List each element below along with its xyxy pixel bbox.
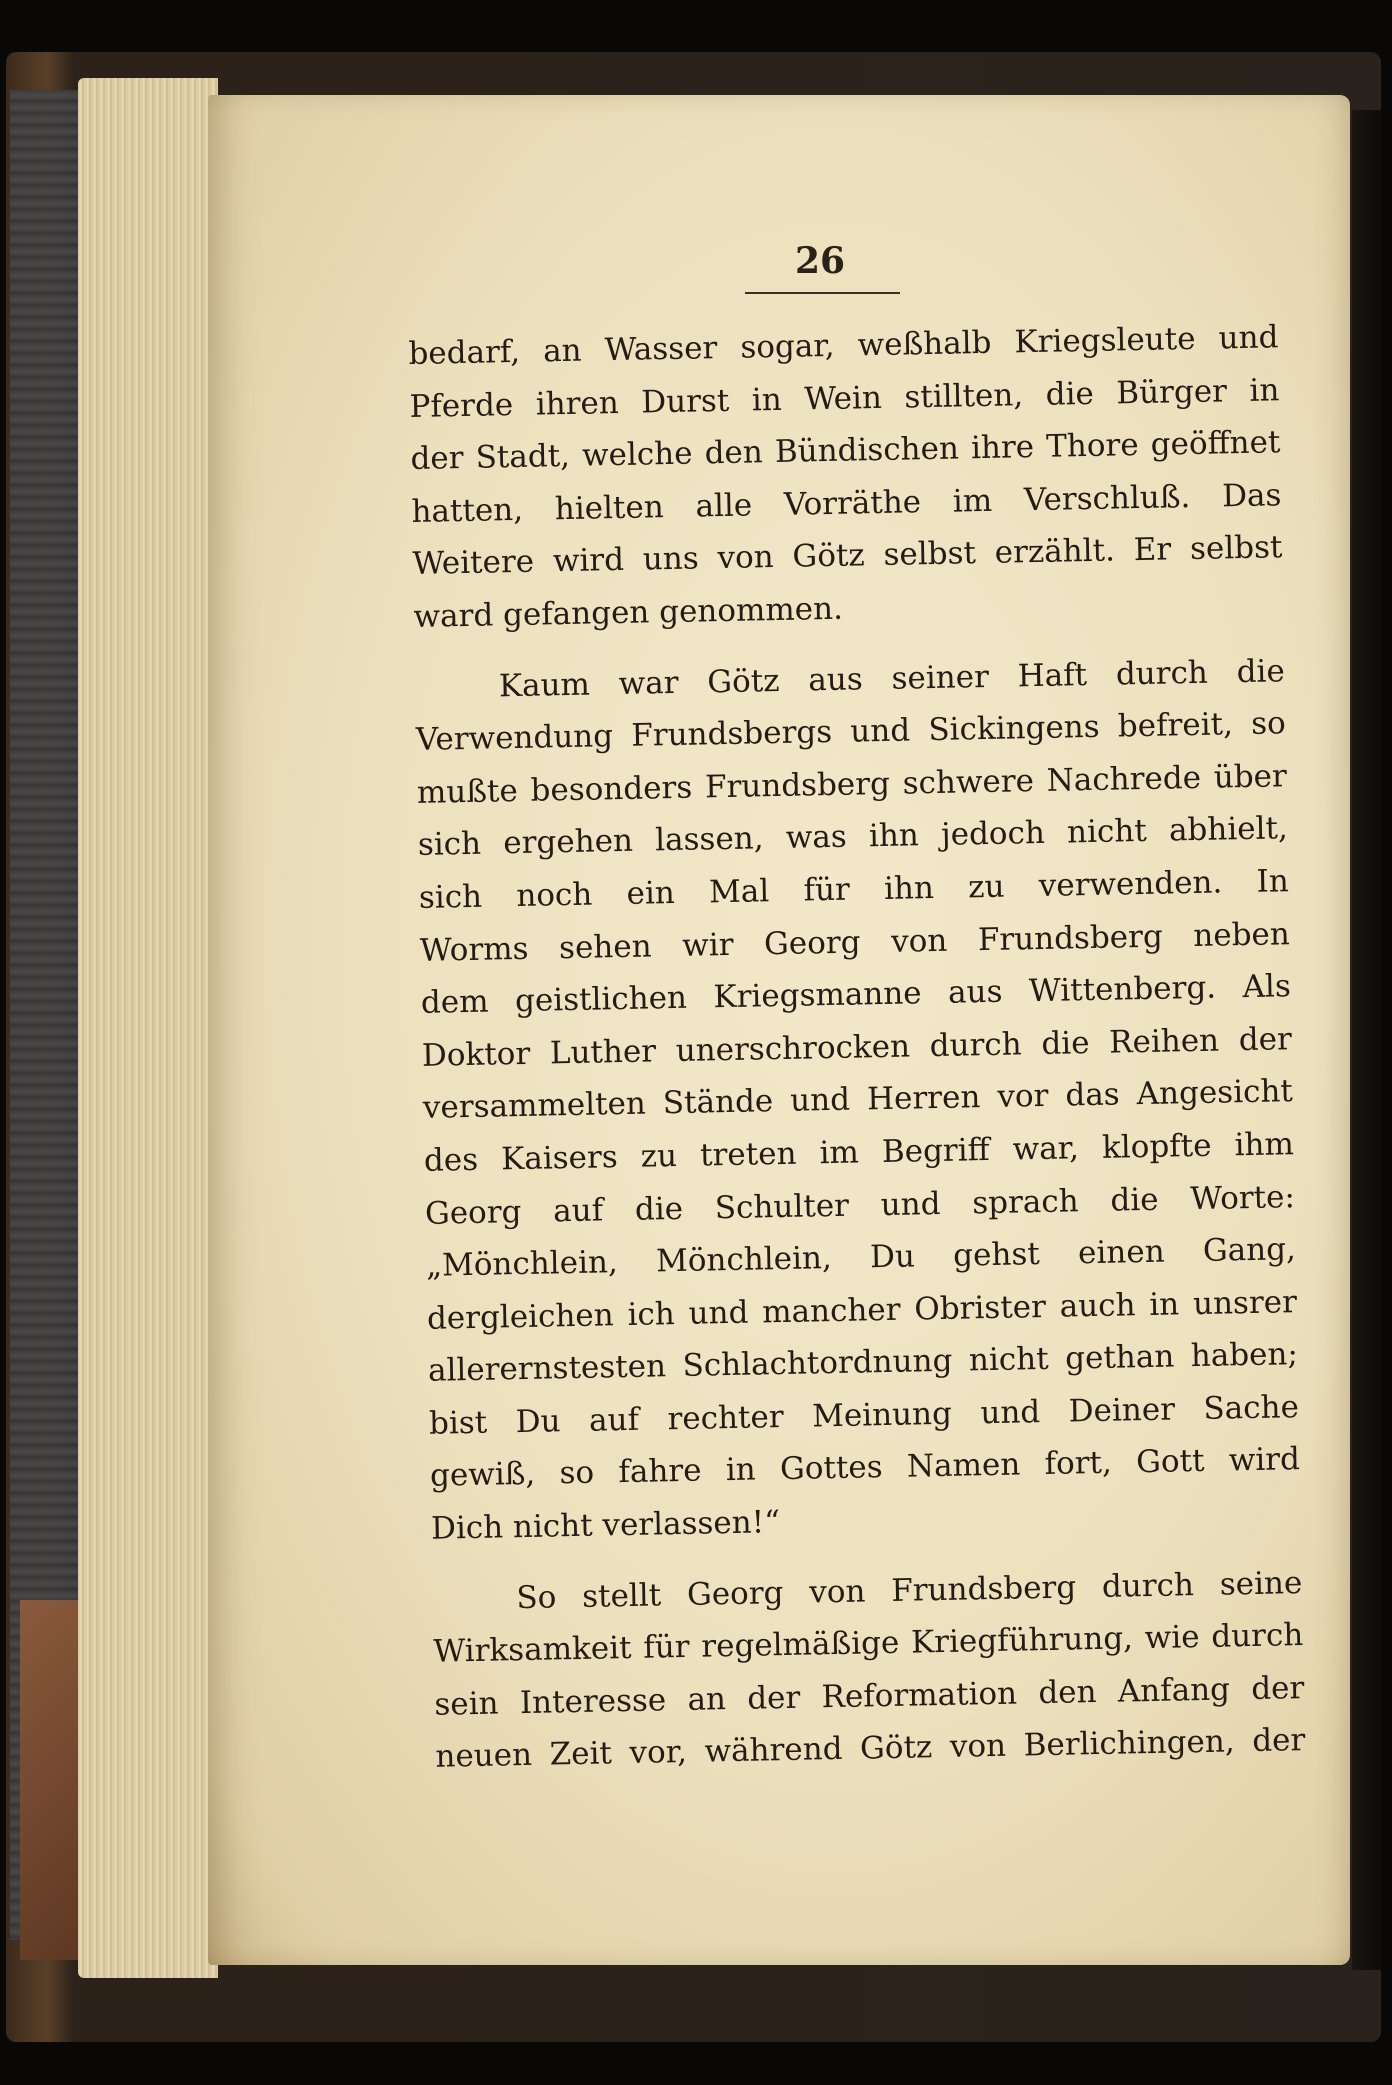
text-line: versammelten Stände und Herren vor das Angesicht [422, 1073, 1294, 1127]
text-line: Worms sehen wir Georg von Frundsberg neben [419, 915, 1291, 969]
page-number-rule [745, 292, 900, 294]
text-line: bedarf, an Wasser sogar, weßhalb Kriegsleute und [408, 319, 1279, 372]
page-edges [78, 78, 218, 1978]
text-line: neuen Zeit vor, während Götz von Berlichingen, der [435, 1722, 1306, 1776]
paragraph-2 [414, 645, 1301, 1556]
text-line: Georg auf die Schulter und sprach die Worte: [424, 1178, 1296, 1232]
text-line: mußte besonders Frundsberg schwere Nachrede über [416, 757, 1288, 811]
text-line: Weitere wird uns von Götz selbst erzählt. Er selbst [412, 529, 1283, 583]
paragraph-1 [408, 311, 1284, 643]
text-line: Kaum war Götz aus seiner Haft durch die [498, 652, 1286, 704]
text-line: der Stadt, welche den Bündischen ihre Thore geöffnet [410, 424, 1281, 478]
body-text [408, 311, 1306, 1783]
text-line: „Mönchlein, Mönchlein, Du gehst einen Gang, [425, 1231, 1297, 1284]
text-line: sich noch ein Mal für ihn zu verwenden. In [418, 863, 1290, 916]
text-line: dergleichen ich und mancher Obrister auch in unsrer [426, 1283, 1298, 1337]
text-line: sich ergehen lassen, was ihn jedoch nicht abhielt, [417, 810, 1289, 864]
paragraph-3 [432, 1557, 1306, 1784]
text-line: hatten, hielten alle Vorräthe im Verschluß. Das [411, 477, 1282, 530]
text-line: Dich nicht verlassen!“ [430, 1504, 781, 1547]
text-line: des Kaisers zu treten im Begriff war, klopfte ihm [423, 1126, 1295, 1179]
text-line: dem geistlichen Kriegsmanne aus Wittenberg. Als [420, 968, 1292, 1021]
text-line: sein Interesse an der Reformation den Anfang der [434, 1669, 1305, 1723]
page-number: 26 [794, 240, 846, 282]
text-line: ward gefangen genommen. [413, 590, 844, 635]
text-line: allerernstesten Schlachtordnung nicht gethan haben; [427, 1336, 1299, 1390]
text-line: bist Du auf rechter Meinung und Deiner Sache [428, 1388, 1300, 1442]
text-line: gewiß, so fahre in Gottes Namen fort, Gott wird [429, 1441, 1301, 1495]
text-line: Wirksamkeit für regelmäßige Kriegführung, wie durch [433, 1617, 1304, 1671]
text-line: So stellt Georg von Frundsberg durch seine [516, 1564, 1303, 1616]
gutter-shadow [1352, 110, 1382, 1970]
text-line: Verwendung Frundsbergs und Sickingens befreit, so [415, 705, 1287, 759]
text-line: Pferde ihren Durst in Wein stillten, die Bürger in [409, 371, 1280, 425]
text-line: Doktor Luther unerschrocken durch die Reihen der [421, 1020, 1293, 1074]
